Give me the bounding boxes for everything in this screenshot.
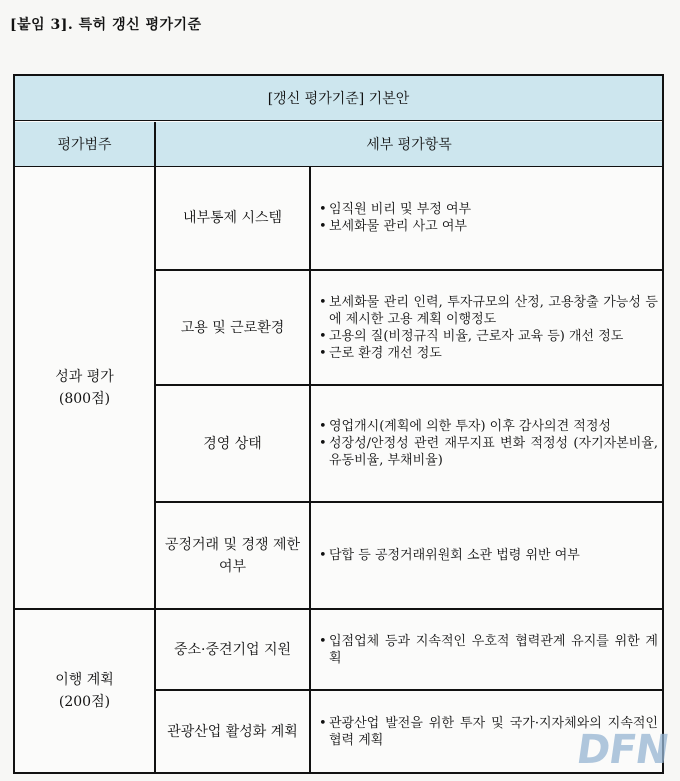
- sub-item-tourism: 관광산업 활성화 계획: [167, 723, 298, 740]
- category-name: 성과 평가: [55, 368, 114, 385]
- detail-management: [311, 386, 658, 501]
- list-item: • 영업개시(계획에 의한 투자) 이후 감사의견 적정성: [319, 419, 611, 434]
- detail-internal-control: [311, 167, 658, 269]
- list-item: • 근로 환경 개선 정도: [319, 345, 442, 361]
- list-item: • 고용의 질(비정규직 비율, 근로자 교육 등) 개선 정도: [319, 328, 624, 344]
- sub-item-employment: 고용 및 근로환경: [180, 319, 285, 336]
- category-performance: [15, 167, 154, 608]
- sub-item-fair-trade: 공정거래 및 경쟁 제한 여부: [164, 536, 301, 575]
- header-items: 세부 평가항목: [156, 122, 662, 167]
- detail-employment: [311, 271, 658, 384]
- list-item: • 관광산업 발전을 위한 투자 및 국가·지자체와의 지속적인 협력 계획: [319, 715, 658, 748]
- list-item: • 입점업체 등과 지속적인 우호적 협력관계 유지를 위한 계획: [319, 633, 658, 666]
- category-points: (800점): [58, 390, 111, 407]
- detail-fair-trade: [311, 503, 658, 608]
- category-implementation: [15, 610, 154, 772]
- table-banner: [갱신 평가기준] 기본안: [15, 76, 662, 121]
- list-item: • 보세화물 관리 인력, 투자규모의 산정, 고용창출 가능성 등에 제시한 고용 계획 이행정도: [319, 294, 658, 327]
- watermark-logo: DFN: [573, 727, 672, 773]
- category-points: (200점): [58, 694, 111, 710]
- evaluation-criteria-table: [13, 74, 664, 774]
- sub-item-sme-support: 중소·중견기업 지원: [173, 641, 292, 658]
- header-category: 평가범주: [15, 122, 154, 167]
- detail-sme-support: [311, 610, 658, 689]
- list-item: • 임직원 비리 및 부정 여부: [319, 202, 472, 217]
- list-item: • 담합 등 공정거래위원회 소관 법령 위반 여부: [319, 548, 580, 563]
- list-item: • 성장성/안정성 관련 재무지표 변화 적정성 (자기자본비율, 유동비율, 부채비율): [319, 436, 658, 468]
- sub-item-management: 경영 상태: [203, 435, 262, 452]
- category-name: 이행 계획: [55, 672, 114, 688]
- document-title: [붙임 3]. 특허 갱신 평가기준: [10, 17, 202, 33]
- sub-item-internal-control: 내부통제 시스템: [182, 210, 283, 226]
- list-item: • 보세화물 관리 사고 여부: [319, 219, 467, 234]
